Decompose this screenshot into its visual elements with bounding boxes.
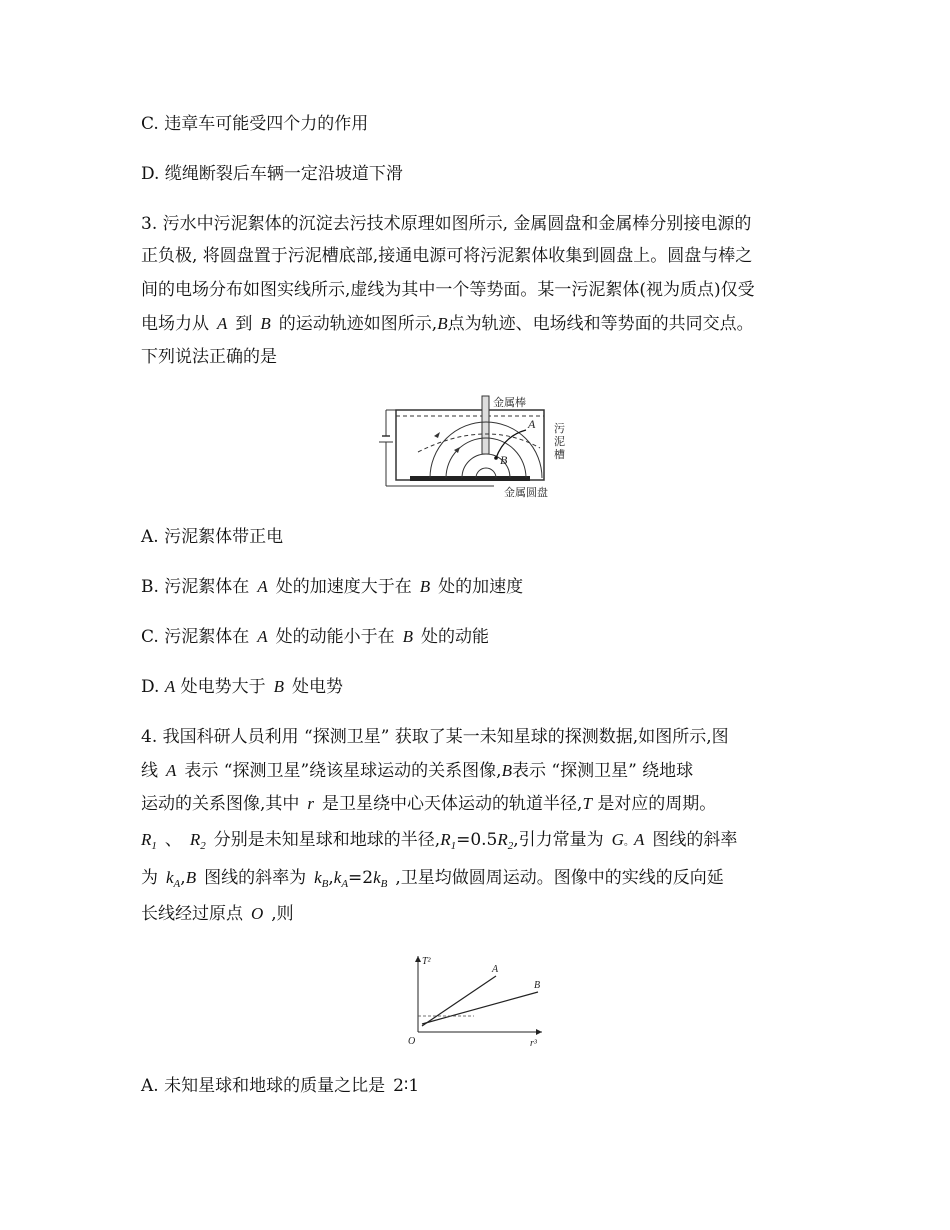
q3-text: 处电势 xyxy=(292,677,344,697)
arrow-icon xyxy=(434,432,440,438)
q4-stem-line-3 xyxy=(141,793,716,815)
q4-text: 运动的关系图像,其中 xyxy=(141,794,300,814)
q4-text: 为 xyxy=(141,868,158,888)
q4-line-a: A xyxy=(166,761,177,780)
q4-eq: =0.5 xyxy=(456,830,498,850)
q4-text: 图线的斜率 xyxy=(652,830,738,850)
q3-stem-line-3: 间的电场分布如图实线所示,虚线为其中一个等势面。某一污泥絮体(视为质点)仅受 xyxy=(141,280,755,300)
q4-line-b: B xyxy=(185,868,197,887)
q4-ratio: 2∶1 xyxy=(393,1076,420,1096)
q3-option-b xyxy=(141,576,523,598)
q3-text: B. 污泥絮体在 xyxy=(141,577,250,597)
q3-text: 电场力从 xyxy=(141,314,209,334)
line-b-label: B xyxy=(534,980,541,991)
x-axis-label: r³ xyxy=(530,1038,537,1049)
q3-text: C. 污泥絮体在 xyxy=(141,627,250,647)
q3-stem-line-2: 正负极, 将圆盘置于污泥槽底部,接通电源可将污泥絮体收集到圆盘上。圆盘与棒之 xyxy=(141,246,753,266)
q4-sub: B xyxy=(380,878,388,890)
q3-text: 处的动能小于在 xyxy=(275,627,395,647)
q4-sub: 1 xyxy=(450,840,457,852)
tank-label: 污 xyxy=(554,422,565,435)
q4-var-r2: R xyxy=(497,830,508,849)
q4-text: 表示 “探测卫星” 绕地球 xyxy=(511,761,694,781)
q4-sub: 2 xyxy=(200,840,206,852)
q3-text: 处的加速度 xyxy=(438,577,524,597)
graph-line-b xyxy=(422,992,538,1024)
q4-text: ,则 xyxy=(271,904,294,924)
q4-var-r1: R xyxy=(141,830,152,849)
rod-label: 金属棒 xyxy=(493,396,526,409)
q4-var-r: r xyxy=(307,794,315,813)
q4-line-a: A xyxy=(633,830,645,849)
disk-label: 金属圆盘 xyxy=(504,486,548,499)
q4-var-k: k xyxy=(333,868,342,887)
q4-text: 分别是未知星球和地球的半径, xyxy=(213,830,441,850)
q4-text: 图线的斜率为 xyxy=(204,868,307,888)
q3-point-a: A xyxy=(217,314,228,333)
q4-stem-line-6 xyxy=(141,903,294,925)
q4-text: 。 xyxy=(623,837,634,848)
q3-point-a: A xyxy=(164,677,176,696)
q4-text: ,卫星均做圆周运动。图像中的实线的反向延 xyxy=(395,868,724,888)
q3-text: 的运动轨迹如图所示, xyxy=(278,314,438,334)
q3-point-b: B xyxy=(402,627,413,646)
q3-option-a: A. 污泥絮体带正电 xyxy=(141,527,284,547)
q4-sub: 1 xyxy=(151,840,157,852)
graph-line-a xyxy=(422,976,496,1026)
q4-var-t: T xyxy=(582,794,592,813)
q3-stem-line-5: 下列说法正确的是 xyxy=(141,347,277,367)
q3-text: 处电势大于 xyxy=(180,677,266,697)
q3-point-a: A xyxy=(257,577,268,596)
q3-text: 到 xyxy=(235,314,253,334)
metal-rod xyxy=(482,396,489,454)
q4-text: 是对应的周期。 xyxy=(597,794,717,814)
q4-text: 线 xyxy=(141,761,158,781)
q4-stem-line-4 xyxy=(141,829,737,857)
q3-text: D. xyxy=(141,677,160,697)
q4-var-k: k xyxy=(373,868,381,887)
q4-sub: A xyxy=(341,878,349,890)
q3-point-a: A xyxy=(257,627,268,646)
q4-var-k: k xyxy=(314,868,322,887)
line-a-label: A xyxy=(492,964,499,975)
q3-point-b: B xyxy=(260,314,271,333)
q4-text: 是卫星绕中心天体运动的轨道半径, xyxy=(322,794,583,814)
q3-text: 处的动能 xyxy=(421,627,489,647)
q3-text: 点为轨迹、电场线和等势面的共同交点。 xyxy=(447,314,754,334)
q2-option-d: D. 缆绳断裂后车辆一定沿坡道下滑 xyxy=(141,164,403,184)
q4-eq: =2 xyxy=(348,868,374,888)
q4-sub: B xyxy=(321,878,329,890)
q4-stem-line-1: 4. 我国科研人员利用 “探测卫星” 获取了某一未知星球的探测数据,如图所示,图 xyxy=(141,727,729,747)
q4-sub: A xyxy=(173,878,181,890)
q4-var-r2: R xyxy=(189,830,201,849)
tank-label: 槽 xyxy=(554,448,565,461)
q4-line-b: B xyxy=(501,761,512,780)
q4-option-a xyxy=(141,1075,419,1097)
q3-field-figure xyxy=(376,392,576,502)
x-axis-arrow-icon xyxy=(536,1029,542,1035)
q3-point-b: B xyxy=(437,314,448,333)
q4-text: 表示 “探测卫星”绕该星球运动的关系图像, xyxy=(184,761,502,781)
q4-sub: 2 xyxy=(507,840,514,852)
tank-outline xyxy=(396,410,544,480)
q4-var-g: G xyxy=(611,830,624,849)
fig-point-b: B xyxy=(500,453,508,467)
q3-point-b: B xyxy=(419,577,431,596)
q4-graph-figure xyxy=(402,950,552,1050)
point-b-dot xyxy=(494,456,498,460)
q4-var-o: O xyxy=(251,904,264,923)
q2-option-c: C. 违章车可能受四个力的作用 xyxy=(141,114,369,134)
tank-label: 泥 xyxy=(554,435,565,448)
q3-stem-line-1: 3. 污水中污泥絮体的沉淀去污技术原理如图所示, 金属圆盘和金属棒分别接电源的 xyxy=(141,214,752,234)
q4-text: 、 xyxy=(164,830,182,850)
q4-var-k: k xyxy=(166,868,174,887)
q4-text: A. 未知星球和地球的质量之比是 xyxy=(141,1076,386,1096)
y-axis-arrow-icon xyxy=(415,956,421,962)
q3-stem-line-4 xyxy=(141,313,754,335)
metal-disk xyxy=(410,476,530,481)
q3-point-b: B xyxy=(273,677,285,696)
q4-stem-line-2 xyxy=(141,760,693,782)
q4-var-r1: R xyxy=(440,830,451,849)
q3-option-d xyxy=(141,676,343,698)
origin-label: O xyxy=(408,1036,416,1047)
q4-text: 长线经过原点 xyxy=(141,904,243,924)
q4-stem-line-5: 为 $k_A,B$ 图线的斜率为 $k_B,k_A=2k_B$ ,卫星均做圆周运动。图像中的实线的反向延 xyxy=(141,868,724,890)
q3-text: 处的加速度大于在 xyxy=(275,577,412,597)
fig-point-a: A xyxy=(528,417,536,431)
y-axis-label: T² xyxy=(422,956,431,967)
q3-option-c xyxy=(141,626,489,648)
q4-text: ,引力常量为 xyxy=(513,830,604,850)
